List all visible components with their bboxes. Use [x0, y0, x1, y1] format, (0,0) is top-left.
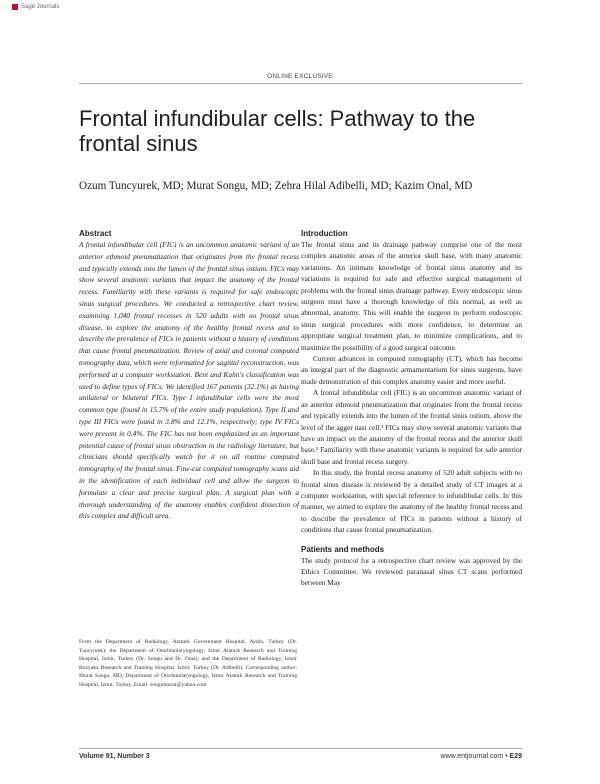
paragraph: Current advances in computed tomography (CT), which has become an integral part of the diagnostic armamentarium for sinus surgeons, have made demonstration of this complex anatomy easier and more useful. [301, 354, 522, 386]
left-column [79, 228, 299, 522]
introduction-heading: Introduction [301, 229, 348, 238]
abstract-text: A frontal infundibular cell (FIC) is an uncommon anatomic variant of an anterior ethmoid pneumatization that originates from the frontal recess and typically extends into the lumen of the frontal sinus ostium. FICs may show several anatomic variants that impact the anatomy of the frontal recess. Familiarity with these variants is required for safe endoscopic sinus surgical procedures. We conducted a retrospective chart review, examining 1,040 frontal recesses in 520 adults with no frontal sinus disease, to explore the anatomy of the healthy frontal recess and to describe the prevalence of FICs in patients without a history of conditions that cause frontal pneumatization. Review of axial and coronal computed tomography data, which were reformatted for sagittal reconstruction, was performed at a computer workstation. Bent and Kuhn's classification was used to define types of FICs. We identified 167 patients (32.1%) as having unilateral or bilateral FICs. Type I infundibular cells were the most common type (found in 15.7% of the entire study population). Type II and type III FICs were found in 3.8% and 12.1%, respectively; type IV FICs were present in 0.4%. The FIC has not been emphasized as an important potential cause of frontal sinus obstruction in the radiology literature, but clinicians should specifically watch for it on all routine computed tomography of the frontal sinus. Fine-cut computed tomography scans aid in the identification of each individual cell and allow the surgeon to formulate a clear and precise surgical plan. A surgical plan with a thorough understanding of the anatomy enables confident dissection of this complex and difficult area. [79, 240, 299, 521]
header-divider [79, 83, 522, 84]
footer-divider [79, 748, 522, 749]
affiliations: From the Department of Radiology, Ataturk Government Hospital, Aydin, Turkey (Dr. Tuncyurek); the Department of Otorhinolaryngology, Izmir Ataturk Research and Training Hospital, Izmir, Turkey (Dr. Songu and Dr. Onal); and the Department of Radiology, Izmir Bozyaka Research and Training Hospital, Izmir, Turkey (Dr. Adibelli). Corresponding author: Murat Songu, MD, Department of Otorhinolaryngology, Izmir Ataturk Research and Training Hospital, Izmir, Turkey. Email: songumurat@yahoo.com [79, 639, 297, 688]
article-title: Frontal infundibular cells: Pathway to the frontal sinus [79, 106, 476, 156]
paragraph: The study protocol for a retrospective chart review was approved by the Ethics Committee. We reviewed paranasal sinus CT scans performed between May [301, 555, 522, 588]
paragraph: A frontal infundibular cell (FIC) is an uncommon anatomic variant of an anterior ethmoid pneumatization that originates from the frontal recess and typically extends into the lumen of the frontal sinus ostium, above the level of the agger nasi cell.¹ FICs may show several anatomic variants that have an impact on the anatomy of the frontal recess and the anterior skull base.² Familiarity with these anatomic variants is required for safe anterior skull base and frontal recess surgery. [301, 388, 522, 466]
journal-url[interactable]: www.entjournal.com [440, 753, 504, 760]
volume-label: Volume 91, Number 3 [79, 753, 150, 760]
author-list: Ozum Tuncyurek, MD; Murat Songu, MD; Zehra Hilal Adibelli, MD; Kazim Onal, MD [79, 180, 473, 192]
paragraph: In this study, the frontal recess anatomy of 520 adult subjects with no frontal sinus disease is reviewed by a detailed study of CT images at a computer workstation, with special reference to infundibular cells. In this manner, we aimed to explore the anatomy of the healthy frontal recess and to describe the prevalence of FICs in patients without a history of conditions that cause frontal pneumatization. [301, 468, 522, 535]
right-column [301, 228, 522, 589]
abstract-heading: Abstract [79, 229, 112, 238]
publisher-logo-icon [12, 4, 18, 10]
section-label: ONLINE EXCLUSIVE [267, 73, 333, 80]
paragraph: The frontal sinus and its drainage pathway comprise one of the most complex anatomic areas of the anterior skull base, with many anatomic variations. An intimate knowledge of frontal sinus anatomy and its variations is required for safe and effective surgical management of problems with the frontal sinus drainage pathway. Every endoscopic sinus surgeon must have a thorough knowledge of this normal, as well as abnormal, anatomy. This will enable the surgeon to perform endoscopic sinus surgical procedures with more confidence, to determine an appropriate surgical treatment plan, to minimize complications, and to maximize the possibility of a good surgical outcome. [301, 240, 522, 352]
page-number: E29 [509, 753, 522, 760]
methods-heading: Patients and methods [301, 544, 385, 554]
source-bar [12, 4, 59, 10]
source-label: Sage Journals [21, 4, 60, 10]
footer-site: www.entjournal.com • E29 [440, 753, 522, 760]
